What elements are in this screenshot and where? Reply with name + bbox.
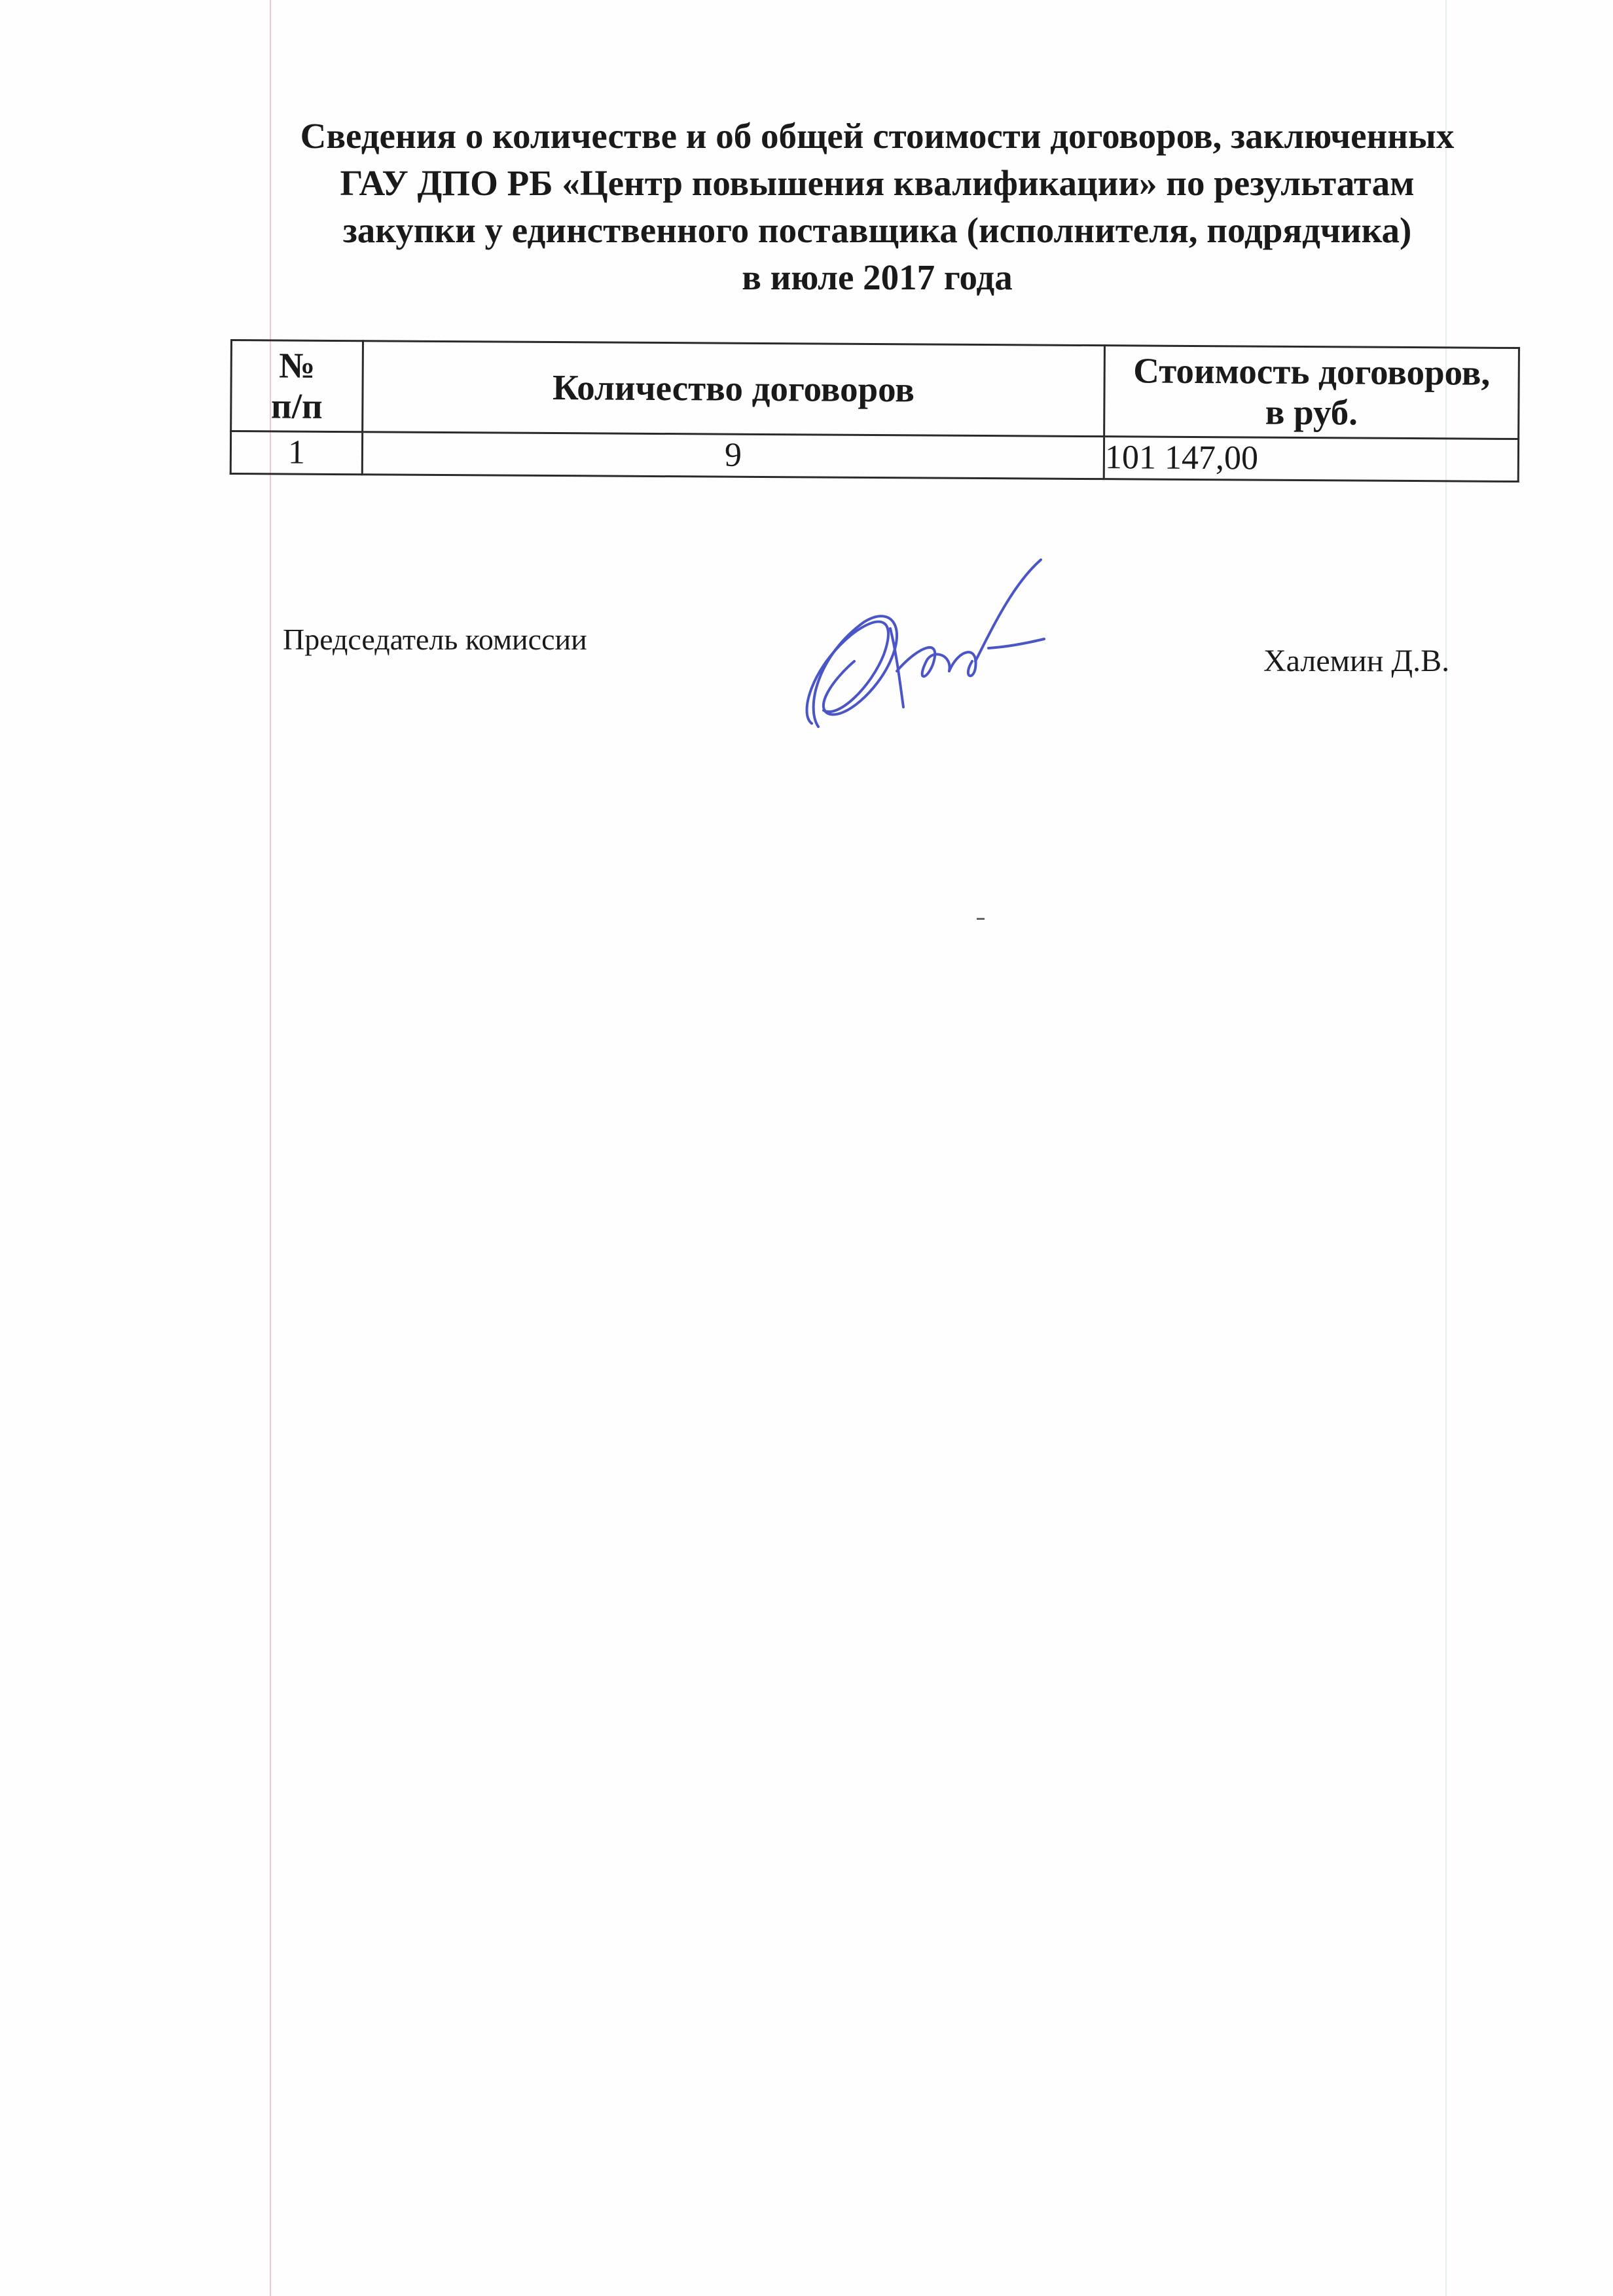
title-line-4: в июле 2017 года bbox=[742, 257, 1013, 297]
header-cost-line1: Стоимость договоров, bbox=[1133, 350, 1491, 393]
header-cost bbox=[1104, 346, 1519, 439]
header-number-sign: № bbox=[278, 345, 316, 386]
row-number: 1 bbox=[230, 431, 362, 475]
contracts-table bbox=[230, 339, 1520, 483]
header-number-pp: п/п bbox=[270, 386, 323, 426]
signatory-name: Халемин Д.В. bbox=[1263, 644, 1450, 678]
scan-speck bbox=[977, 918, 985, 920]
header-count: Количество договоров bbox=[363, 341, 1105, 437]
document-title bbox=[236, 113, 1519, 301]
title-line-2: ГАУ ДПО РБ «Центр повышения квалификации» по результатам bbox=[340, 163, 1415, 203]
row-count: 9 bbox=[362, 432, 1104, 479]
row-cost: 101 147,00 bbox=[1104, 437, 1518, 482]
table-row bbox=[230, 431, 1518, 482]
title-line-1: Сведения о количестве и об общей стоимости договоров, заключенных bbox=[300, 116, 1455, 156]
right-margin-line bbox=[1445, 0, 1447, 2296]
header-cost-line2: в руб. bbox=[1265, 392, 1358, 433]
signatory-role: Председатель комиссии bbox=[283, 623, 587, 656]
table-header-row bbox=[231, 340, 1519, 439]
handwritten-signature bbox=[792, 556, 1080, 733]
header-number bbox=[231, 340, 363, 432]
title-line-3: закупки у единственного поставщика (исполнителя, подрядчика) bbox=[342, 210, 1412, 250]
